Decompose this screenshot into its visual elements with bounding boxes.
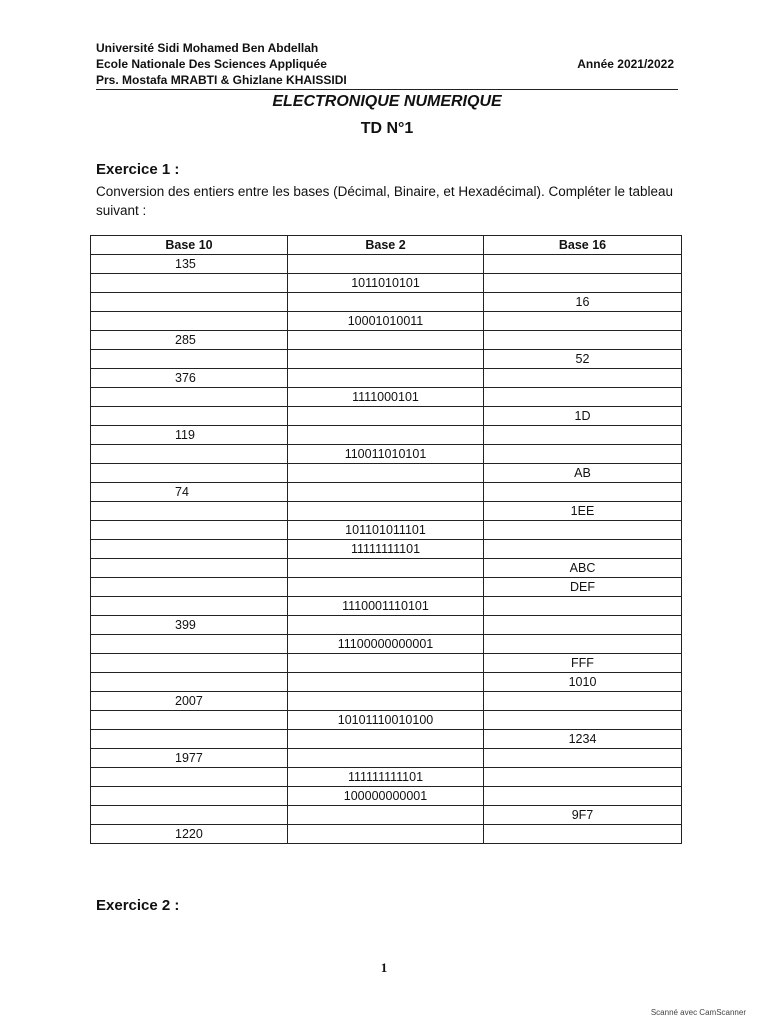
cell-base-16: DEF <box>484 578 682 597</box>
cell-base-16 <box>484 635 682 654</box>
cell-base-10 <box>91 388 288 407</box>
cell-base-2: 100000000001 <box>288 787 484 806</box>
cell-base-16 <box>484 711 682 730</box>
cell-base-16 <box>484 388 682 407</box>
cell-base-10 <box>91 635 288 654</box>
cell-base-2 <box>288 654 484 673</box>
cell-base-16 <box>484 426 682 445</box>
cell-base-2: 1111000101 <box>288 388 484 407</box>
table-row <box>91 426 682 445</box>
table-row <box>91 502 682 521</box>
table-row <box>91 464 682 483</box>
cell-base-2 <box>288 806 484 825</box>
cell-base-16: 1D <box>484 407 682 426</box>
cell-base-2: 1110001110101 <box>288 597 484 616</box>
cell-base-10 <box>91 806 288 825</box>
cell-base-10: 135 <box>91 255 288 274</box>
cell-base-2 <box>288 825 484 844</box>
exercise-2-heading: Exercice 2 : <box>96 897 180 914</box>
cell-base-16: 1234 <box>484 730 682 749</box>
table-row <box>91 350 682 369</box>
table-row <box>91 749 682 768</box>
cell-base-16 <box>484 255 682 274</box>
cell-base-10: 1977 <box>91 749 288 768</box>
table-row <box>91 540 682 559</box>
cell-base-10 <box>91 274 288 293</box>
cell-base-10: 376 <box>91 369 288 388</box>
cell-base-16 <box>484 274 682 293</box>
cell-base-2 <box>288 502 484 521</box>
cell-base-2 <box>288 369 484 388</box>
cell-base-16: 52 <box>484 350 682 369</box>
cell-base-16 <box>484 483 682 502</box>
cell-base-2: 111111111101 <box>288 768 484 787</box>
professors-names: Prs. Mostafa MRABTI & Ghizlane KHAISSIDI <box>96 73 347 87</box>
table-body <box>91 255 682 844</box>
cell-base-2: 11111111101 <box>288 540 484 559</box>
cell-base-2 <box>288 426 484 445</box>
cell-base-10: 399 <box>91 616 288 635</box>
cell-base-2 <box>288 559 484 578</box>
cell-base-10 <box>91 711 288 730</box>
cell-base-16: 1010 <box>484 673 682 692</box>
document-title: ELECTRONIQUE NUMERIQUE <box>272 93 502 110</box>
table-row <box>91 616 682 635</box>
cell-base-16 <box>484 331 682 350</box>
page-number: 1 <box>380 960 388 975</box>
exercise-1-heading: Exercice 1 : <box>96 161 180 178</box>
table-row <box>91 825 682 844</box>
cell-base-16 <box>484 787 682 806</box>
table-row <box>91 597 682 616</box>
cell-base-2 <box>288 350 484 369</box>
table-row <box>91 559 682 578</box>
cell-base-10 <box>91 578 288 597</box>
cell-base-16: 16 <box>484 293 682 312</box>
cell-base-2 <box>288 255 484 274</box>
cell-base-10 <box>91 730 288 749</box>
cell-base-2 <box>288 673 484 692</box>
table-row <box>91 293 682 312</box>
cell-base-10 <box>91 312 288 331</box>
header-base-2: Base 2 <box>288 236 484 255</box>
academic-year: Année 2021/2022 <box>577 57 674 71</box>
cell-base-2 <box>288 464 484 483</box>
table-row <box>91 445 682 464</box>
table-row <box>91 711 682 730</box>
cell-base-2: 10101110010100 <box>288 711 484 730</box>
header-rule <box>96 89 678 90</box>
exercise-1-instructions: Conversion des entiers entre les bases (Décimal, Binaire, et Hexadécimal). Compléter le tableau suivant : <box>96 184 674 218</box>
table-row <box>91 255 682 274</box>
cell-base-10 <box>91 768 288 787</box>
cell-base-2 <box>288 483 484 502</box>
cell-base-10 <box>91 787 288 806</box>
table-row <box>91 654 682 673</box>
table-row <box>91 692 682 711</box>
cell-base-2: 110011010101 <box>288 445 484 464</box>
cell-base-10 <box>91 445 288 464</box>
cell-base-10: 285 <box>91 331 288 350</box>
cell-base-2: 1011010101 <box>288 274 484 293</box>
cell-base-16 <box>484 749 682 768</box>
table-row <box>91 787 682 806</box>
table-row <box>91 730 682 749</box>
cell-base-16: 9F7 <box>484 806 682 825</box>
cell-base-10 <box>91 521 288 540</box>
cell-base-2: 11100000000001 <box>288 635 484 654</box>
table-row <box>91 635 682 654</box>
table-row <box>91 521 682 540</box>
cell-base-2 <box>288 749 484 768</box>
cell-base-16 <box>484 825 682 844</box>
cell-base-16: FFF <box>484 654 682 673</box>
cell-base-10 <box>91 654 288 673</box>
table-row <box>91 274 682 293</box>
cell-base-16 <box>484 692 682 711</box>
table-row <box>91 483 682 502</box>
cell-base-2 <box>288 293 484 312</box>
cell-base-10: 74 <box>91 483 288 502</box>
table-row <box>91 673 682 692</box>
cell-base-10 <box>91 407 288 426</box>
table-row <box>91 806 682 825</box>
scanner-watermark: Scanné avec CamScanner <box>650 1008 746 1017</box>
table-row <box>91 369 682 388</box>
table-row <box>91 407 682 426</box>
cell-base-16 <box>484 597 682 616</box>
document-subtitle: TD N°1 <box>360 120 414 137</box>
cell-base-10: 119 <box>91 426 288 445</box>
cell-base-10: 1220 <box>91 825 288 844</box>
school-name: Ecole Nationale Des Sciences Appliquée <box>96 57 327 71</box>
cell-base-10: 2007 <box>91 692 288 711</box>
cell-base-2: 101101011101 <box>288 521 484 540</box>
cell-base-10 <box>91 540 288 559</box>
conversion-table <box>90 235 682 844</box>
university-name: Université Sidi Mohamed Ben Abdellah <box>96 41 319 55</box>
cell-base-2 <box>288 331 484 350</box>
cell-base-10 <box>91 673 288 692</box>
cell-base-2 <box>288 407 484 426</box>
table-header-row <box>91 236 682 255</box>
cell-base-16 <box>484 616 682 635</box>
cell-base-16: ABC <box>484 559 682 578</box>
document-header <box>96 40 678 88</box>
table-row <box>91 578 682 597</box>
table-row <box>91 388 682 407</box>
cell-base-10 <box>91 502 288 521</box>
header-base-10: Base 10 <box>91 236 288 255</box>
cell-base-2 <box>288 616 484 635</box>
cell-base-10 <box>91 597 288 616</box>
table-row <box>91 331 682 350</box>
cell-base-16 <box>484 312 682 331</box>
cell-base-16 <box>484 369 682 388</box>
cell-base-16 <box>484 521 682 540</box>
cell-base-2: 10001010011 <box>288 312 484 331</box>
cell-base-16 <box>484 768 682 787</box>
header-base-16: Base 16 <box>484 236 682 255</box>
cell-base-10 <box>91 293 288 312</box>
cell-base-16 <box>484 445 682 464</box>
cell-base-10 <box>91 559 288 578</box>
cell-base-2 <box>288 692 484 711</box>
cell-base-10 <box>91 350 288 369</box>
cell-base-2 <box>288 578 484 597</box>
table-row <box>91 312 682 331</box>
cell-base-16: AB <box>484 464 682 483</box>
table-row <box>91 768 682 787</box>
cell-base-2 <box>288 730 484 749</box>
cell-base-16 <box>484 540 682 559</box>
cell-base-16: 1EE <box>484 502 682 521</box>
cell-base-10 <box>91 464 288 483</box>
